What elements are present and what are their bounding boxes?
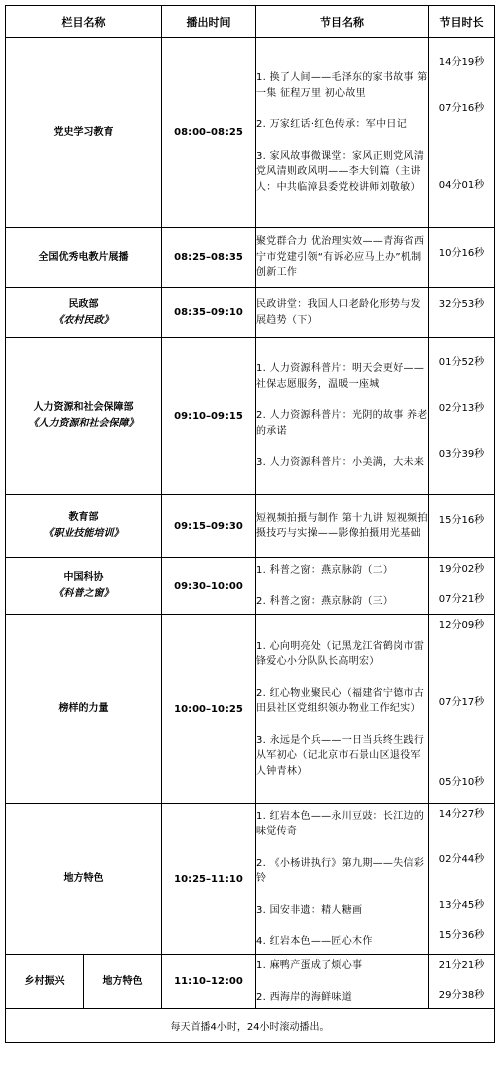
- header-column-name: 栏目名称: [6, 6, 162, 38]
- duration: 10分16秒: [438, 248, 485, 259]
- duration-cell: [429, 38, 495, 228]
- program-cell: [256, 338, 429, 495]
- column-name-cell: [6, 338, 162, 495]
- column-name: 党史学习教育: [53, 126, 114, 138]
- column-subtitle: 《农村民政》: [53, 314, 114, 326]
- air-time: 09:30–10:00: [162, 558, 256, 615]
- duration: 02分44秒: [438, 854, 485, 865]
- column-name-cell: [6, 288, 162, 338]
- program-item: 1. 麻鸭产蛋成了烦心事: [256, 960, 363, 971]
- duration-cell: [429, 288, 495, 338]
- duration-cell: [429, 338, 495, 495]
- column-subtitle: 《职业技能培训》: [43, 528, 124, 539]
- column-name-cell: [6, 615, 162, 804]
- program-item: 2. 万家红话·红色传承：军中日记: [256, 119, 407, 130]
- duration: 07分21秒: [438, 594, 485, 605]
- program-item: 2. 《小杨讲执行》第九期——失信彩铃: [256, 857, 425, 884]
- column-name: 人力资源和社会保障部: [33, 402, 134, 413]
- duration-cell: [429, 228, 495, 288]
- program-item: 1. 红岩本色——永川豆豉：长江边的味觉传奇: [256, 810, 425, 837]
- program-cell: [256, 804, 429, 955]
- footer-note: 每天首播4小时，24小时滚动播出。: [6, 1009, 495, 1043]
- duration: 05分10秒: [438, 777, 485, 788]
- duration-cell: [429, 955, 495, 1009]
- program-cell: [256, 288, 429, 338]
- duration-cell: [429, 804, 495, 955]
- program-cell: [256, 38, 429, 228]
- schedule-table: [5, 5, 495, 1043]
- column-name: 榜样的力量: [58, 703, 109, 714]
- column-name-cell: [6, 228, 162, 288]
- program-item: 2. 红心物业聚民心（福建省宁德市古田县社区党组织领办物业工作纪实）: [256, 687, 425, 715]
- column-name: 全国优秀电教片展播: [38, 251, 129, 263]
- program-cell: [256, 495, 429, 558]
- air-time: 11:10–12:00: [162, 955, 256, 1009]
- program-item: 3. 国安非遗：精人糖画: [256, 904, 363, 916]
- column-name: 乡村振兴: [24, 975, 65, 987]
- duration: 07分17秒: [438, 697, 485, 708]
- program-item: 2. 人力资源科普片：光阴的故事 养老的承诺: [256, 410, 428, 437]
- program-item: 民政讲堂：我国人口老龄化形势与发展趋势（下）: [256, 299, 421, 326]
- column-name: 地方特色: [63, 873, 104, 884]
- column-name-cell: [84, 955, 162, 1009]
- header-duration: 节目时长: [429, 6, 495, 38]
- duration: 29分38秒: [438, 990, 485, 1001]
- column-name-cell: [6, 495, 162, 558]
- air-time: 10:25–11:10: [162, 804, 256, 955]
- duration-cell: [429, 615, 495, 804]
- header-program-name: 节目名称: [256, 6, 429, 38]
- column-name: 地方特色: [102, 975, 143, 987]
- duration-cell: [429, 558, 495, 615]
- duration: 07分16秒: [438, 103, 485, 114]
- duration: 15分36秒: [438, 930, 485, 941]
- program-item: 短视频拍摄与制作 第十九讲 短视频拍摄技巧与实操——影像拍摄用光基础: [256, 512, 428, 539]
- air-time: 10:00–10:25: [162, 615, 256, 804]
- program-item: 3. 人力资源科普片：小美满，大未来: [256, 457, 425, 469]
- program-item: 4. 红岩本色——匠心木作: [256, 936, 373, 947]
- duration: 14分19秒: [438, 57, 485, 68]
- duration: 32分53秒: [438, 299, 485, 310]
- duration: 14分27秒: [438, 809, 485, 820]
- program-item: 1. 人力资源科普片：明天会更好——社保志愿服务，温暖一座城: [256, 363, 425, 390]
- program-cell: [256, 955, 429, 1009]
- column-subtitle: 《科普之窗》: [53, 588, 114, 599]
- program-cell: [256, 558, 429, 615]
- footer-row: [6, 1009, 495, 1043]
- program-cell: [256, 615, 429, 804]
- duration-cell: [429, 495, 495, 558]
- table-row: [6, 288, 495, 338]
- column-name-cell: [6, 38, 162, 228]
- header-row: [6, 6, 495, 38]
- program-item: 3. 永远是个兵——一日当兵终生践行从军初心（记北京市石景山区退役军人钟青林）: [256, 734, 425, 777]
- table-row: [6, 558, 495, 615]
- program-item: 3. 家风故事微课堂：家风正则党风清 党风清则政风明——李大钊篇（主讲人：中共临漳县委党校讲师刘敬敏）: [256, 150, 425, 193]
- table-row: [6, 38, 495, 228]
- column-name: 教育部: [68, 512, 99, 523]
- air-time: 09:10–09:15: [162, 338, 256, 495]
- air-time: 08:35–09:10: [162, 288, 256, 338]
- table-row: [6, 804, 495, 955]
- program-item: 2. 科普之窗：燕京脉韵（三）: [256, 596, 394, 607]
- column-name-cell: [6, 558, 162, 615]
- program-item: 2. 西海岸的海鲜味道: [256, 991, 353, 1003]
- column-subtitle: 《人力资源和社会保障》: [28, 418, 139, 429]
- header-air-time: 播出时间: [162, 6, 256, 38]
- table-row: [6, 495, 495, 558]
- duration: 19分02秒: [438, 564, 485, 575]
- air-time: 08:25–08:35: [162, 228, 256, 288]
- duration: 21分21秒: [438, 960, 485, 971]
- program-item: 1. 换了人间——毛泽东的家书故事 第一集 征程万里 初心故里: [256, 72, 428, 99]
- program-item: 1. 心向明亮处（记黑龙江省鹤岗市雷锋爱心小分队队长高明宏）: [256, 640, 425, 668]
- air-time: 09:15–09:30: [162, 495, 256, 558]
- program-cell: [256, 228, 429, 288]
- duration: 01分52秒: [438, 357, 485, 368]
- table-row: [6, 228, 495, 288]
- column-name: 中国科协: [63, 572, 104, 583]
- table-row: [6, 955, 495, 1009]
- duration: 15分16秒: [438, 515, 485, 526]
- column-name: 民政部: [68, 298, 99, 310]
- duration: 13分45秒: [438, 900, 485, 911]
- duration: 03分39秒: [438, 449, 485, 460]
- table-row: [6, 615, 495, 804]
- duration: 12分09秒: [438, 620, 485, 631]
- column-name-cell: [6, 804, 162, 955]
- program-item: 聚党群合力 优治理实效——青海省西宁市党建引领“有诉必应马上办”机制创新工作: [256, 236, 425, 279]
- duration: 04分01秒: [438, 180, 485, 191]
- duration: 02分13秒: [438, 403, 485, 414]
- program-item: 1. 科普之窗：燕京脉韵（二）: [256, 564, 394, 576]
- table-row: [6, 338, 495, 495]
- column-name-cell: [6, 955, 84, 1009]
- air-time: 08:00–08:25: [162, 38, 256, 228]
